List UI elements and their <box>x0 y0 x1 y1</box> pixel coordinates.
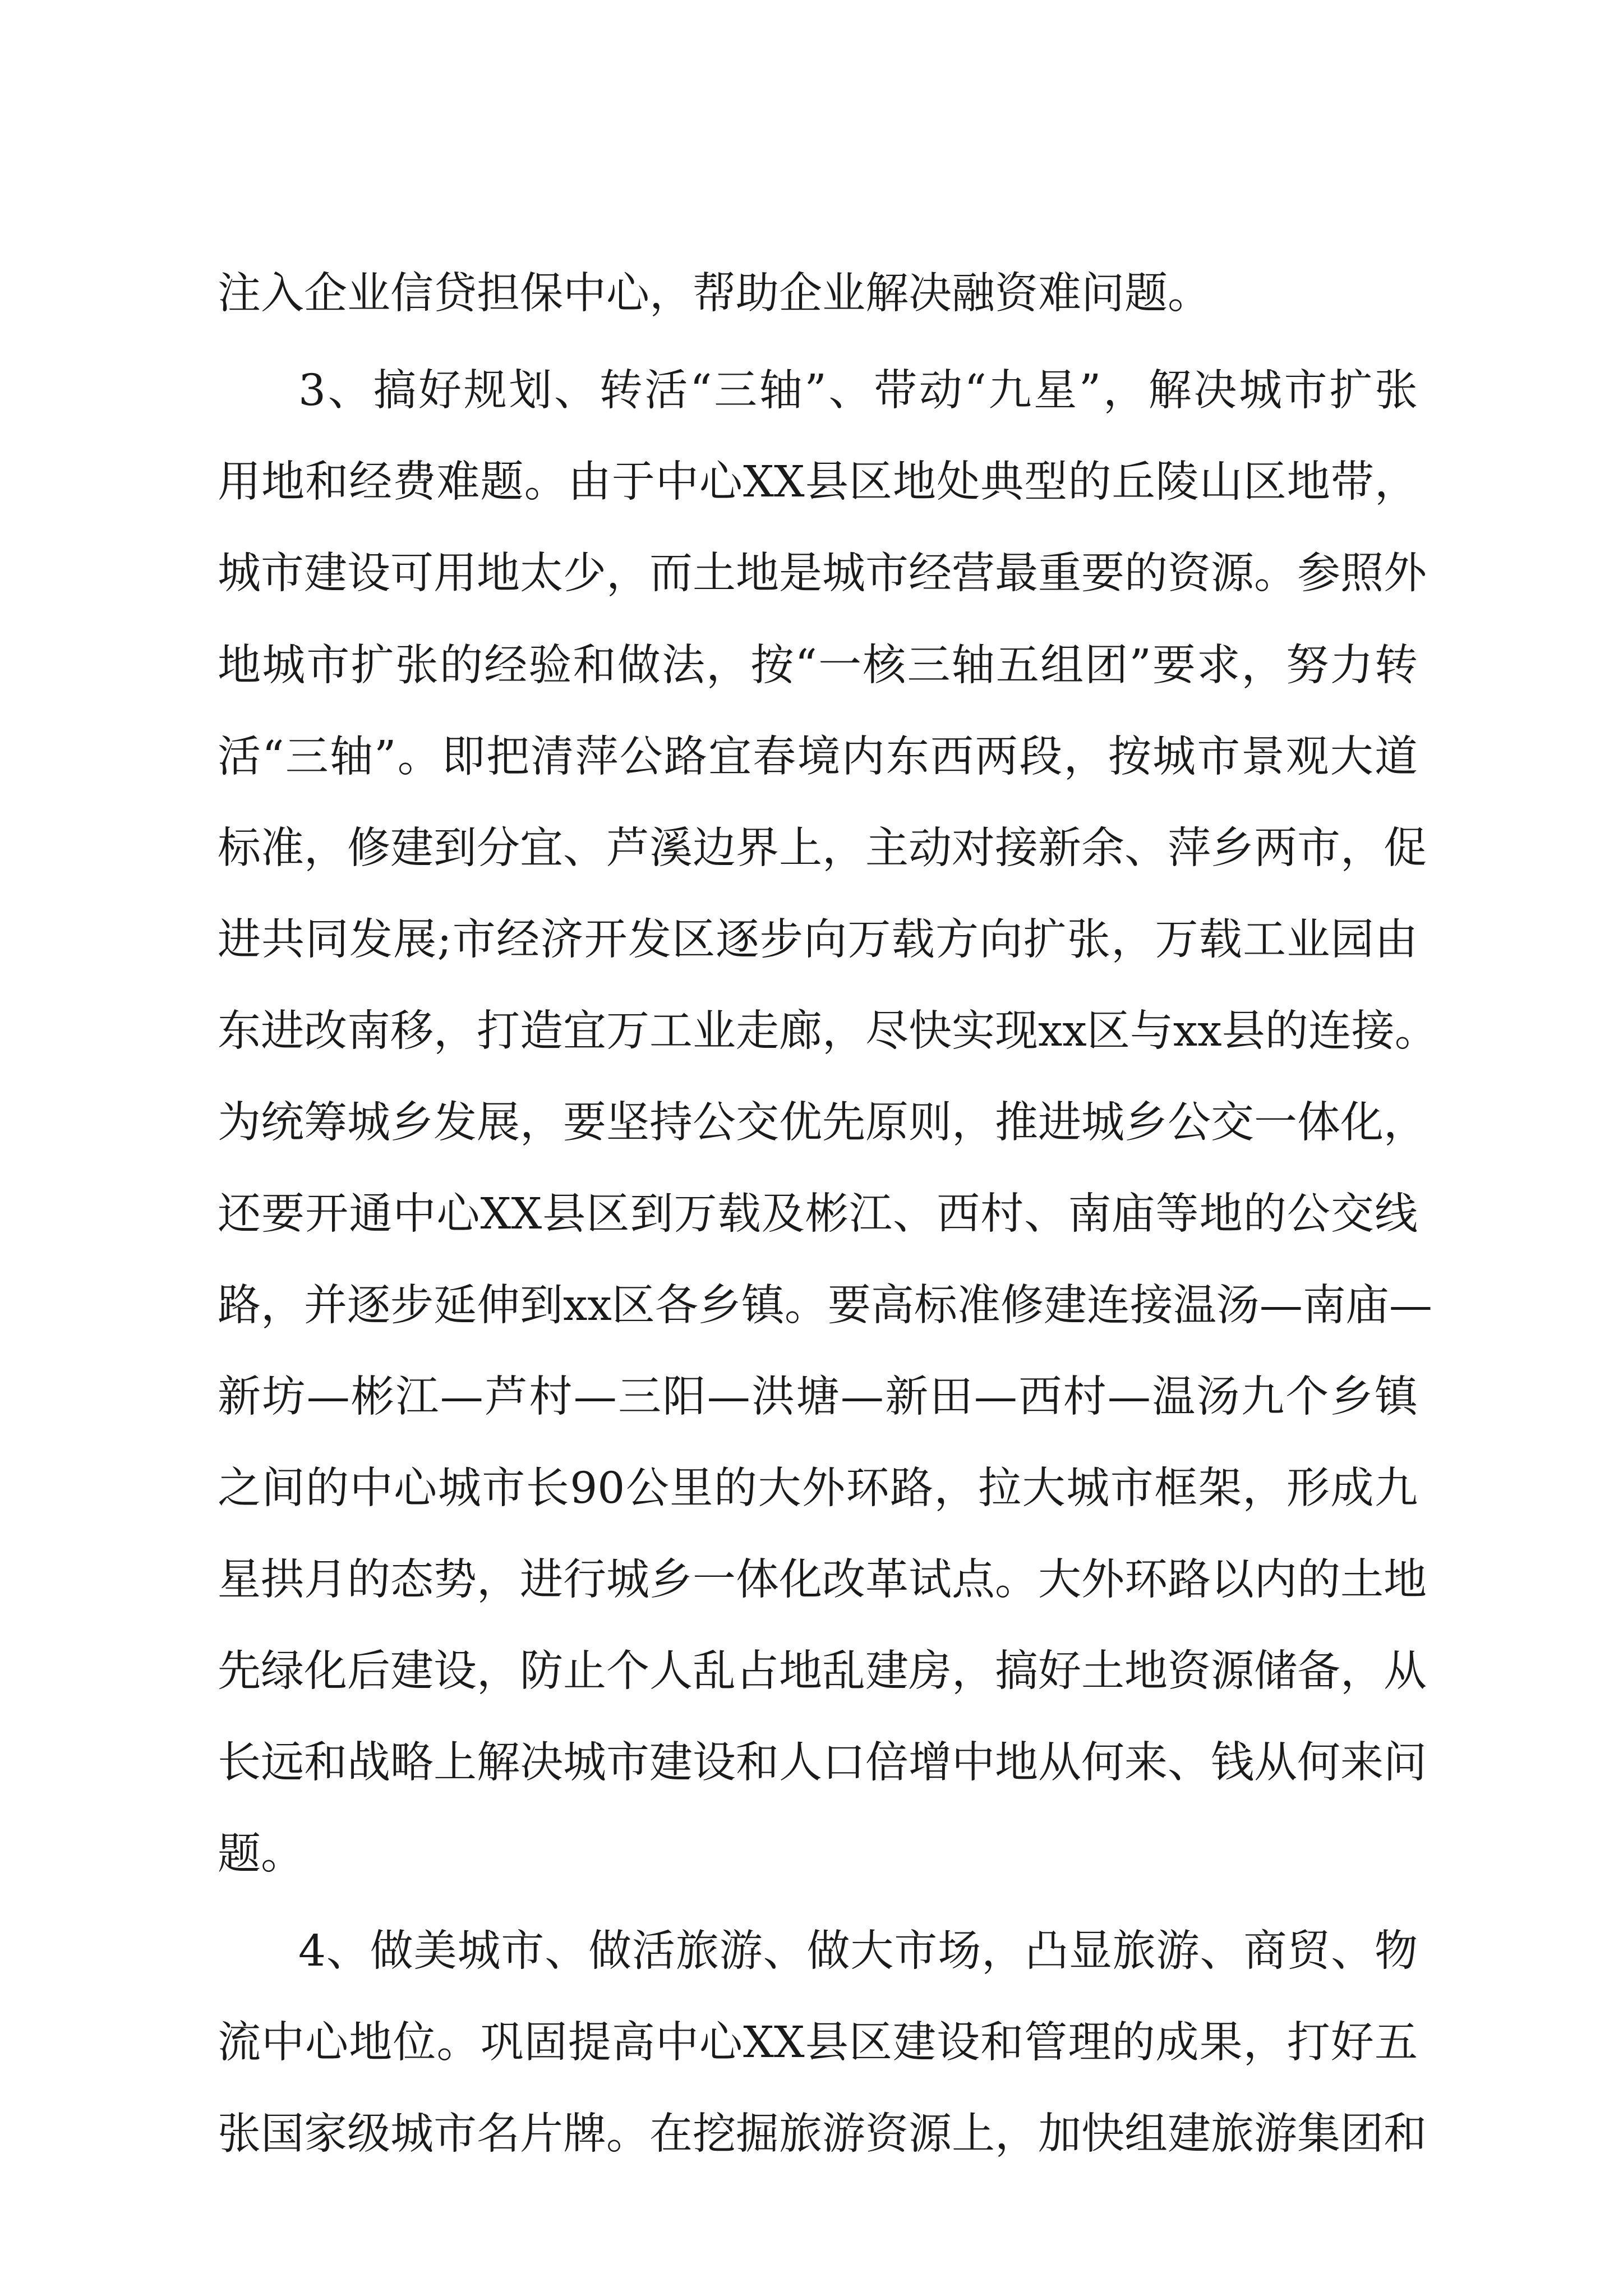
text-line-6: 活“三轴”。即把清萍公路宜春境内东西两段，按城市景观大道 <box>218 732 1418 782</box>
text-line-11: 还要开通中心XX县区到万载及彬江、西村、南庙等地的公交线 <box>218 1189 1418 1239</box>
text-line-1: 注入企业信贷担保中心，帮助企业解决融资难问题。 <box>218 269 1211 319</box>
text-line-21: 张国家级城市名片牌。在挖掘旅游资源上，加快组建旅游集团和 <box>218 2109 1427 2159</box>
text-line-7: 标准，修建到分宜、芦溪边界上，主动对接新余、萍乡两市，促 <box>218 823 1427 873</box>
text-line-16: 先绿化后建设，防止个人乱占地乱建房，搞好土地资源储备，从 <box>218 1646 1427 1696</box>
text-line-10: 为统筹城乡发展，要坚持公交优先原则，推进城乡公交一体化， <box>218 1098 1427 1148</box>
text-line-13: 新坊—彬江—芦村—三阳—洪塘—新田—西村—温汤九个乡镇 <box>218 1372 1418 1422</box>
text-line-17: 长远和战略上解决城市建设和人口倍增中地从何来、钱从何来问 <box>218 1738 1427 1788</box>
text-line-4: 城市建设可用地太少，而土地是城市经营最重要的资源。参照外 <box>218 549 1427 599</box>
text-line-18: 题。 <box>218 1829 304 1879</box>
text-line-19: 4、做美城市、做活旅游、做大市场，凸显旅游、商贸、物 <box>298 1926 1418 1976</box>
text-line-15: 星拱月的态势，进行城乡一体化改革试点。大外环路以内的土地 <box>218 1555 1427 1605</box>
text-line-20: 流中心地位。巩固提高中心XX县区建设和管理的成果，打好五 <box>218 2018 1418 2068</box>
text-line-2: 3、搞好规划、转活“三轴”、带动“九星”，解决城市扩张 <box>298 366 1418 416</box>
text-line-5: 地城市扩张的经验和做法，按“一核三轴五组团”要求，努力转 <box>218 641 1418 691</box>
text-line-3: 用地和经费难题。由于中心XX县区地处典型的丘陵山区地带， <box>218 457 1418 507</box>
text-line-12: 路，并逐步延伸到xx区各乡镇。要高标准修建连接温汤—南庙— <box>218 1281 1432 1331</box>
text-line-14: 之间的中心城市长90公里的大外环路，拉大城市框架，形成九 <box>218 1464 1418 1513</box>
text-line-8: 进共同发展;市经济开发区逐步向万载方向扩张，万载工业园由 <box>218 915 1418 965</box>
text-line-9: 东进改南移，打造宜万工业走廊，尽快实现xx区与xx县的连接。 <box>218 1006 1438 1056</box>
